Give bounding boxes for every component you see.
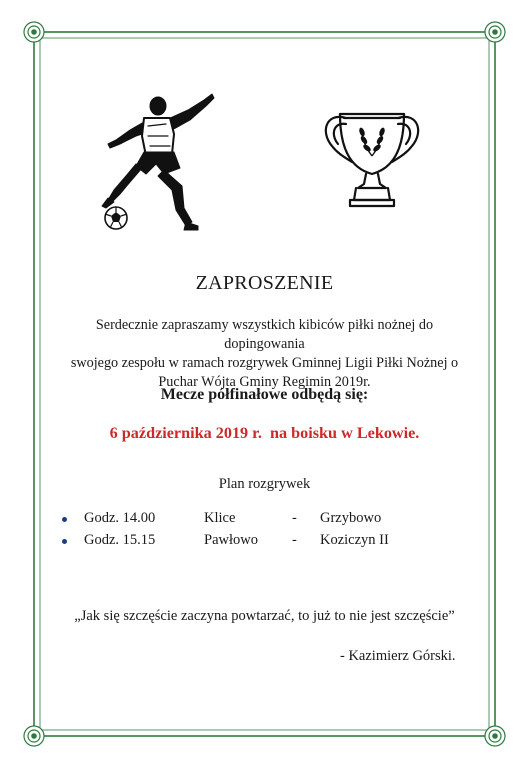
bullet-icon [62, 517, 67, 522]
match-time: Godz. 15.15 [84, 532, 156, 548]
event-date-location: 6 października 2019 r. na boisku w Lekowie. [109, 424, 420, 442]
intro-line: Puchar Wójta Gminy Regimin 2019r. [158, 374, 371, 390]
trophy-cup-icon [318, 108, 426, 216]
page-title: ZAPROSZENIE [195, 272, 334, 294]
match-away-team: Grzybowo [320, 510, 382, 526]
semifinal-heading: Mecze półfinałowe odbędą się: [160, 386, 369, 403]
match-row [62, 510, 422, 532]
quote-text: „Jak się szczęście zaczyna powtarzać, to już to nie jest szczęście” [74, 608, 455, 624]
match-row [62, 532, 422, 554]
match-separator: - [292, 510, 297, 526]
quote-author: - Kazimierz Górski. [340, 648, 456, 664]
match-schedule-list [62, 510, 422, 554]
match-away-team: Koziczyn II [320, 532, 389, 548]
match-home-team: Klice [204, 510, 236, 526]
intro-paragraph [60, 316, 469, 392]
match-home-team: Pawłowo [204, 532, 258, 548]
soccer-player-icon [100, 90, 222, 232]
schedule-title: Plan rozgrywek [218, 476, 311, 492]
match-time: Godz. 14.00 [84, 510, 156, 526]
bullet-icon [62, 539, 67, 544]
soccer-ball-icon [105, 207, 127, 229]
intro-line: Serdecznie zapraszamy wszystkich kibiców piłki nożnej do dopingowania [95, 317, 434, 352]
intro-line: swojego zespołu w ramach rozgrywek Gminnej Ligii Piłki Nożnej o [70, 355, 459, 371]
match-separator: - [292, 532, 297, 548]
